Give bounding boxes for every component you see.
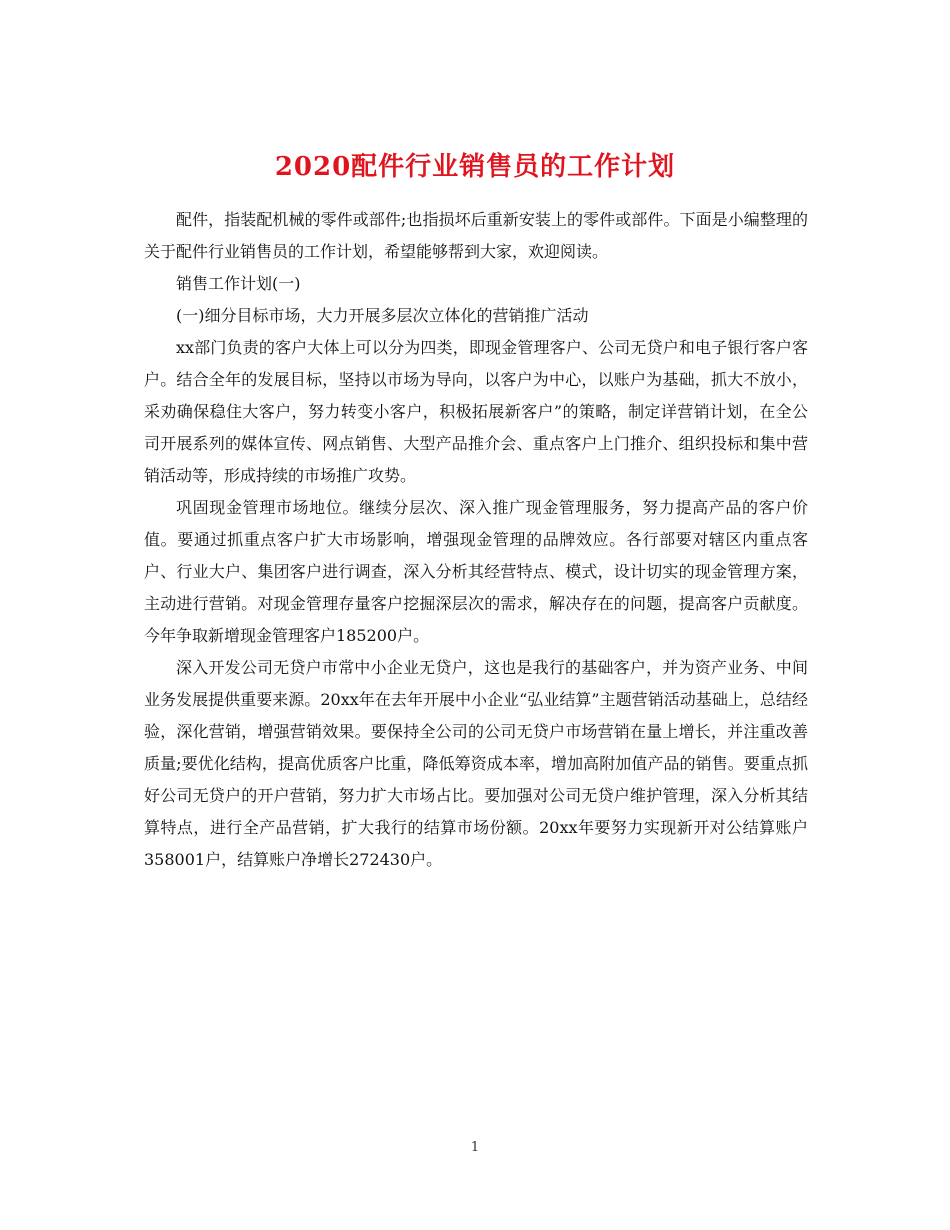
paragraph-intro: 配件，指装配机械的零件或部件;也指损坏后重新安装上的零件或部件。下面是小编整理的关于配件行业销售员的工作计划，希望能够帮到大家，欢迎阅读。 — [144, 210, 808, 261]
page-number: 1 — [470, 1140, 480, 1155]
document-body — [144, 204, 808, 876]
paragraph-customer-types: xx部门负责的客户大体上可以分为四类，即现金管理客户、公司无贷户和电子银行客户客户。结合全年的发展目标，坚持以市场为导向，以客户为中心，以账户为基础，抓大不放小，采劝确保稳住大客户，努力转变小客户，积极拓展新客户”的策略，制定详营销计划，在全公司开展系列的媒体宣传、网点销售、大型产品推介会、重点客户上门推介、组织投标和集中营销活动等，形成持续的市场推广攻势。 — [144, 338, 808, 485]
paragraph-no-loan-customers: 深入开发公司无贷户市常中小企业无贷户，这也是我行的基础客户，并为资产业务、中间业务发展提供重要来源。20xx年在去年开展中小企业“弘业结算”主题营销活动基础上，总结经验，深化营销，增强营销效果。要保持全公司的公司无贷户市场营销在量上增长，并注重改善质量;要优化结构，提高优质客户比重，降低筹资成本率，增加高附加值产品的销售。要重点抓好公司无贷户的开户营销，努力扩大市场占比。要加强对公司无贷户维护管理，深入分析其结算特点，进行全产品营销，扩大我行的结算市场份额。20xx年要努力实现新开对公结算账户358001户，结算账户净增长272430户。 — [144, 658, 808, 869]
paragraph-section-heading: 销售工作计划(一) — [176, 274, 301, 293]
paragraph-cash-management: 巩固现金管理市场地位。继续分层次、深入推广现金管理服务，努力提高产品的客户价值。要通过抓重点客户扩大市场影响，增强现金管理的品牌效应。各行部要对辖区内重点客户、行业大户、集团客户进行调查，深入分析其经营特点、模式，设计切实的现金管理方案，主动进行营销。对现金管理存量客户挖掘深层次的需求，解决存在的问题，提高客户贡献度。今年争取新增现金管理客户185200户。 — [144, 498, 808, 645]
paragraph-subheading: (一)细分目标市场，大力开展多层次立体化的营销推广活动 — [176, 306, 589, 325]
document-title: 2020配件行业销售员的工作计划 — [274, 152, 676, 183]
